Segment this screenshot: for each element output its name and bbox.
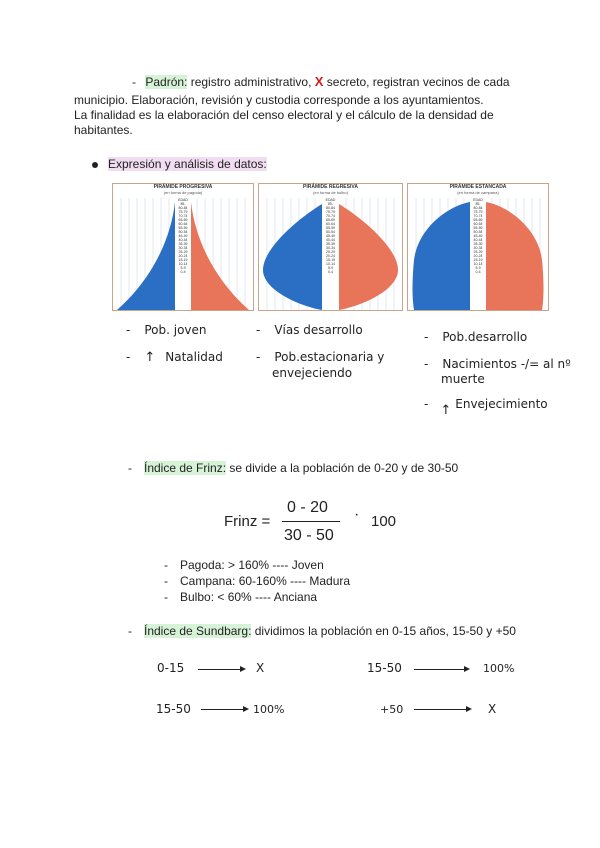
- pyramid-subtitle: (en forma de campana): [457, 190, 499, 195]
- age-label: 20-24: [178, 254, 188, 258]
- age-label: 75-79: [473, 210, 483, 214]
- age-label: 5-9: [327, 266, 334, 270]
- multiply-dot: ·: [354, 506, 360, 523]
- padron-line-1: [132, 74, 510, 90]
- age-label: 25-29: [473, 250, 483, 254]
- note-c2-2b: envejeciendo: [272, 366, 353, 380]
- age-column: [175, 198, 191, 274]
- age-label: 10-14: [178, 262, 188, 266]
- age-label: 30-34: [326, 246, 335, 250]
- note-dash: -: [126, 350, 131, 364]
- age-label: 40-44: [326, 238, 335, 242]
- padron-line-4: habitantes.: [74, 123, 133, 137]
- frinz-item-text: Campana: 60-160% ---- Madura: [180, 574, 351, 588]
- frinz-item-text: Bulbo: < 60% ---- Anciana: [180, 590, 318, 604]
- age-label: 60-64: [178, 222, 188, 226]
- age-label: 55-59: [326, 226, 335, 230]
- sundbarg-row1-to: X: [256, 661, 265, 675]
- arrow-right-icon: [466, 706, 472, 712]
- age-label: 35-39: [178, 242, 188, 246]
- pyramid-title: PIRÁMIDE REGRESIVA: [303, 184, 358, 190]
- frinz-term: Índice de Frinz:: [144, 461, 227, 475]
- note-dash: -: [256, 350, 261, 364]
- female-area: [339, 204, 398, 310]
- frinz-item-campana: - Campana: 60-160% ---- Madura: [164, 574, 351, 588]
- age-label: 0-4: [327, 270, 334, 274]
- age-label: 85-: [327, 202, 334, 206]
- sundbarg-row4-to: X: [488, 702, 497, 716]
- note-c1-1: [126, 323, 207, 337]
- sundbarg-row2-from: 15-50: [367, 661, 402, 675]
- sundbarg-dash: -: [128, 624, 132, 638]
- pyramid-subtitle: (en forma de bulbo): [313, 190, 348, 195]
- note-text: Natalidad: [165, 350, 223, 364]
- age-label: 35-39: [326, 242, 335, 246]
- section-heading: [92, 156, 267, 172]
- note-c3-3: [424, 397, 548, 418]
- age-label: 60-64: [326, 222, 335, 226]
- sundbarg-row3-to: 100%: [253, 703, 285, 716]
- frinz-item-text: Pagoda: > 160% ---- Joven: [180, 558, 324, 572]
- age-label: 65-69: [326, 218, 335, 222]
- bullet-icon: [92, 162, 98, 168]
- age-label: 30-34: [178, 246, 188, 250]
- note-text: Nacimientos -/= al nº: [442, 357, 571, 371]
- age-label: 0-4: [475, 270, 481, 274]
- male-area: [413, 202, 471, 310]
- population-pyramids: [108, 183, 551, 315]
- female-area: [486, 202, 544, 310]
- arrow-line: [198, 669, 240, 670]
- pyramid-regressive: [258, 183, 403, 311]
- note-text: Pob. joven: [144, 323, 207, 337]
- age-label: 80-84: [473, 206, 483, 210]
- note-c2-2: [256, 350, 384, 364]
- padron-dash: -: [132, 75, 136, 89]
- age-label: 80-84: [178, 206, 188, 210]
- male-area: [117, 202, 175, 310]
- padron-term: Padrón:: [145, 75, 188, 89]
- cross-mark: X: [314, 74, 324, 89]
- age-label: 75-79: [326, 210, 335, 214]
- age-label: 45-49: [326, 234, 335, 238]
- frinz-factor: 100: [371, 513, 397, 530]
- note-c3-2: [424, 357, 571, 371]
- age-label: 70-74: [326, 214, 335, 218]
- age-column: [322, 198, 339, 274]
- frinz-item-bulbo: - Bulbo: < 60% ---- Anciana: [164, 590, 318, 604]
- age-header: EDAD: [178, 198, 188, 202]
- age-header: EDAD: [473, 198, 483, 202]
- age-label: 55-59: [178, 226, 188, 230]
- pyramid-stagnant: [407, 183, 549, 311]
- sundbarg-term: Índice de Sundbarg:: [144, 624, 252, 638]
- age-header: EDAD: [325, 198, 336, 202]
- note-text: Pob.desarrollo: [442, 330, 528, 344]
- sundbarg-row1-from: 0-15: [157, 661, 185, 675]
- age-label: 65-69: [473, 218, 483, 222]
- up-arrow-icon: ↑: [144, 350, 156, 365]
- age-label: 5-9: [180, 266, 186, 270]
- age-label: 85-: [475, 202, 481, 206]
- age-label: 15-19: [473, 258, 483, 262]
- age-label: 10-14: [473, 262, 483, 266]
- age-label: 35-39: [473, 242, 483, 246]
- arrow-line: [414, 669, 464, 670]
- age-label: 45-49: [473, 234, 483, 238]
- age-label: 50-54: [473, 230, 483, 234]
- age-label: 50-54: [326, 230, 335, 234]
- note-text: Pob.estacionaria y: [274, 350, 385, 364]
- age-label: 15-19: [178, 258, 188, 262]
- sundbarg-text: dividimos la población en 0-15 años, 15-50 y +50: [251, 624, 516, 638]
- padron-text-b: secreto, registran vecinos de cada: [323, 75, 510, 89]
- sundbarg-line: [128, 623, 516, 639]
- padron-line-2: municipio. Elaboración, revisión y custodia corresponde a los ayuntamientos.: [74, 93, 484, 107]
- frinz-denominator: 30 - 50: [284, 527, 334, 544]
- pyramid-subtitle: (en forma de pagoda): [163, 190, 203, 195]
- arrow-right-icon: [464, 666, 470, 672]
- frinz-line: [128, 460, 458, 476]
- age-label: 40-44: [178, 238, 188, 242]
- note-text: Envejecimiento: [455, 397, 548, 411]
- age-label: 0-4: [180, 270, 186, 274]
- age-label: 20-24: [473, 254, 483, 258]
- note-dash: -: [256, 323, 261, 337]
- age-label: 25-29: [178, 250, 188, 254]
- note-text: Vías desarrollo: [274, 323, 363, 337]
- age-label: 45-49: [178, 234, 188, 238]
- padron-text-a: registro administrativo,: [187, 75, 315, 89]
- pyramid-title: PIRÁMIDE ESTANCADA: [449, 184, 507, 190]
- note-dash: -: [424, 357, 429, 371]
- frinz-formula-label: Frinz =: [224, 513, 271, 530]
- age-label: 10-14: [326, 262, 335, 266]
- female-area: [191, 202, 249, 310]
- age-label: 70-74: [178, 214, 188, 218]
- arrow-line: [414, 709, 466, 710]
- padron-line-3: La finalidad es la elaboración del censo electoral y el cálculo de la densidad de: [74, 108, 494, 122]
- age-label: 30-34: [473, 246, 483, 250]
- note-c2-1: [256, 323, 363, 337]
- frinz-item-pagoda: - Pagoda: > 160% ---- Joven: [164, 558, 324, 572]
- male-area: [263, 204, 322, 310]
- note-c3-2b: muerte: [441, 372, 485, 386]
- age-label: 80-84: [326, 206, 335, 210]
- sundbarg-row4-from: +50: [380, 703, 404, 716]
- note-c1-2: [126, 350, 223, 365]
- up-arrow-icon: ↑: [440, 403, 452, 418]
- age-label: 5-9: [475, 266, 481, 270]
- arrow-right-icon: [243, 706, 249, 712]
- age-label: 85-: [180, 202, 186, 206]
- sundbarg-row2-to: 100%: [483, 662, 515, 675]
- pyramid-title: PIRÁMIDE PROGRESIVA: [153, 184, 213, 190]
- age-label: 55-59: [473, 226, 483, 230]
- note-dash: -: [126, 323, 131, 337]
- age-label: 50-54: [178, 230, 188, 234]
- frinz-text: se divide a la población de 0-20 y de 30-50: [226, 461, 459, 475]
- fraction-bar: [282, 521, 340, 522]
- age-label: 75-79: [178, 210, 188, 214]
- arrow-line: [201, 709, 243, 710]
- section-heading-text: Expresión y análisis de datos:: [108, 157, 267, 171]
- age-label: 60-64: [473, 222, 483, 226]
- note-dash: -: [424, 330, 429, 344]
- frinz-numerator: 0 - 20: [287, 499, 328, 516]
- age-column: [470, 198, 486, 274]
- sundbarg-row3-from: 15-50: [156, 702, 191, 716]
- pyramid-progressive: [112, 183, 254, 311]
- age-label: 65-69: [178, 218, 188, 222]
- age-label: 70-74: [473, 214, 483, 218]
- frinz-dash: -: [128, 461, 132, 475]
- age-label: 25-29: [326, 250, 335, 254]
- age-label: 15-19: [326, 258, 335, 262]
- note-c3-1: [424, 330, 527, 344]
- age-label: 40-44: [473, 238, 483, 242]
- arrow-right-icon: [240, 666, 246, 672]
- note-dash: -: [424, 397, 429, 411]
- age-label: 20-24: [326, 254, 335, 258]
